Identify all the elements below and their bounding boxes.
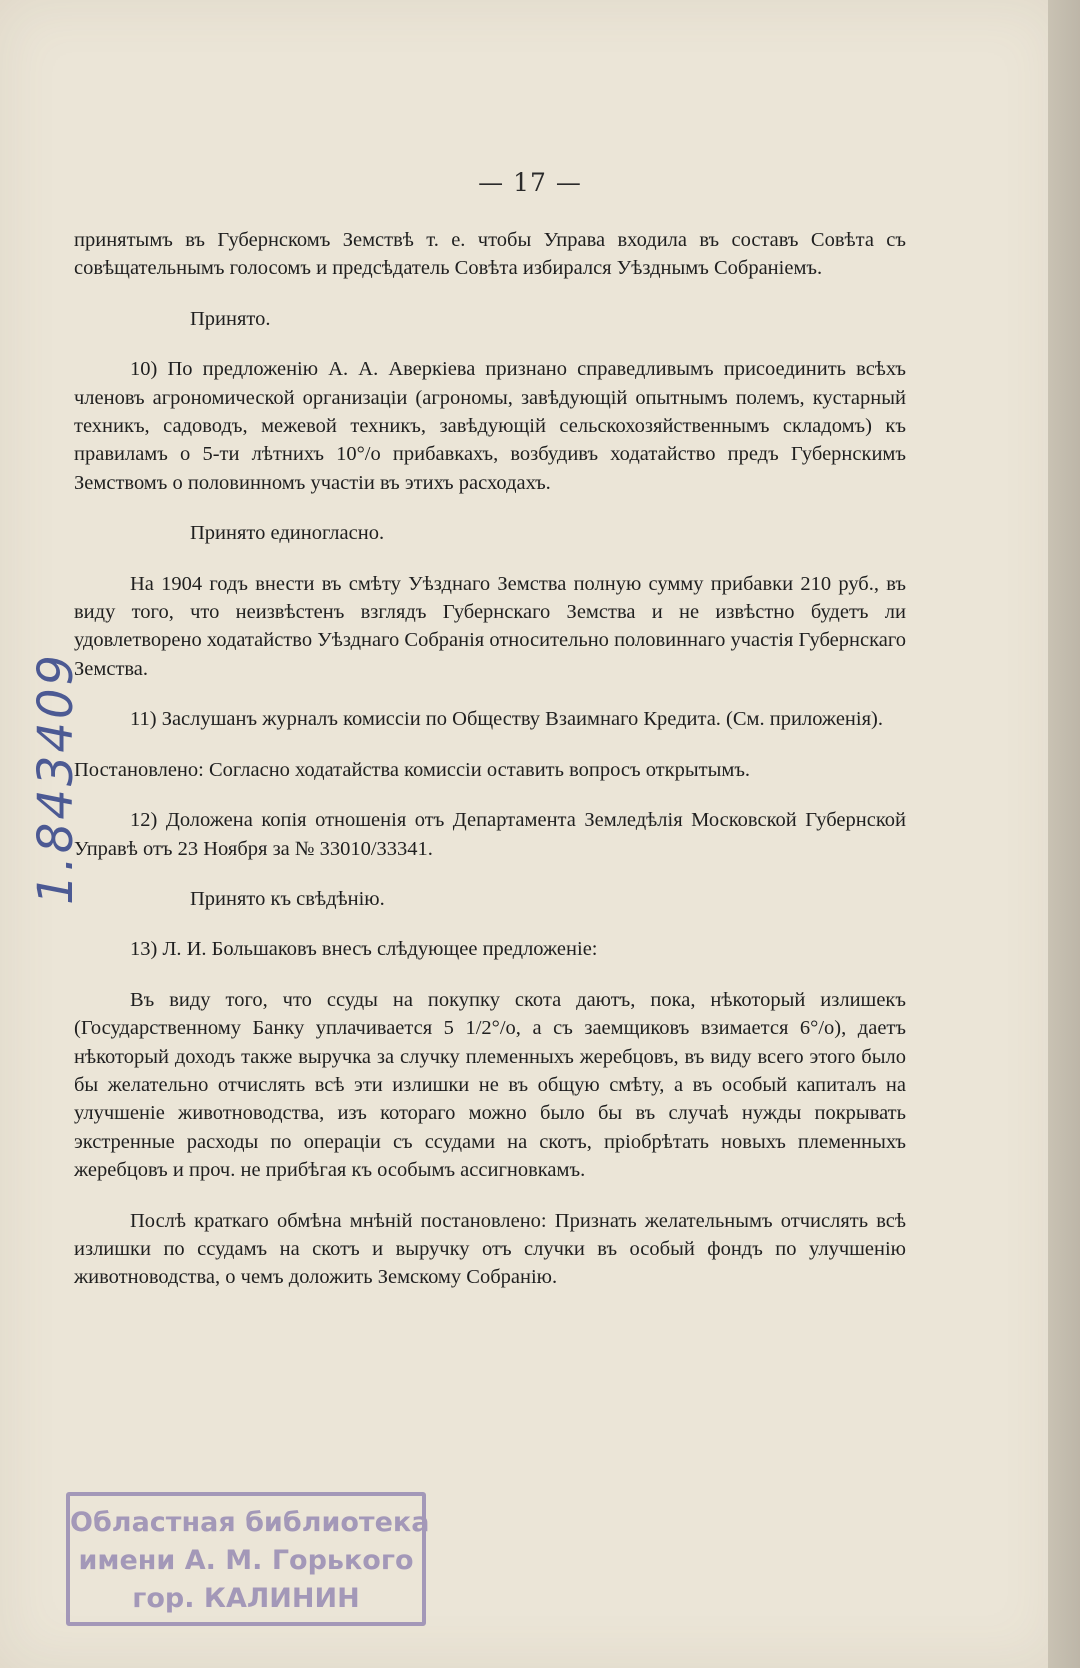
- page-edge: [1048, 0, 1080, 1668]
- library-stamp: [66, 1492, 430, 1626]
- stamp-line-2: имени А. М. Горького: [78, 1545, 414, 1576]
- document-body: [74, 226, 906, 1292]
- resolution-accepted: Принято.: [190, 307, 271, 330]
- paragraph-item-13: 13) Л. И. Большаковъ внесъ слѣдующее предложеніе:: [130, 938, 598, 961]
- stamp-line-3: гор. КАЛИНИН: [132, 1583, 360, 1614]
- paragraph-budget-1904: На 1904 годъ внести въ смѣту Уѣзднаго Земства полную сумму прибавки 210 руб., въ виду того, что неизвѣстенъ взглядъ Губернскаго Земства и не извѣстно будетъ ли удовлетворено ходатайство Уѣзднаго Собранія относительно половиннаго участія Губернскаго Земства.: [74, 572, 906, 680]
- paragraph-item-12: 12) Доложена копія отношенія отъ Департамента Земледѣлія Московской Губернской Управѣ отъ 23 Ноября за № 33010/33341.: [74, 809, 906, 860]
- handwritten-inventory-number: 1.843409: [28, 651, 84, 905]
- resolution-unanimous: Принято единогласно.: [190, 522, 385, 545]
- paragraph-continuation: принятымъ въ Губернскомъ Земствѣ т. е. чтобы Управа входила въ составъ Совѣта съ совѣщательнымъ голосомъ и предсѣдатель Совѣта избирался Уѣзднымъ Собраніемъ.: [74, 229, 906, 280]
- paragraph-final-resolution: Послѣ краткаго обмѣна мнѣній постановлено: Признать желательнымъ отчислять всѣ излишки по ссудамъ на скотъ и выручку отъ случки въ особый фондъ по улучшенію животноводства, о чемъ доложить Земскому Собранію.: [74, 1209, 906, 1289]
- paragraph-resolution-open: Постановлено: Согласно ходатайства комиссіи оставить вопросъ открытымъ.: [74, 758, 751, 781]
- paragraph-proposal: Въ виду того, что ссуды на покупку скота даютъ, пока, нѣкоторый излишекъ (Государственному Банку уплачивается 5 1/2°/о, а съ заемщиковъ взимается 6°/о), даетъ нѣкоторый доходъ также выручка за случку племенныхъ жеребцовъ, въ виду всего этого было бы желательно отчислять всѣ эти излишки не въ общую смѣту, а въ особый капиталъ на улучшеніе животноводства, изъ котораго можно было бы въ случаѣ нужды покрывать экстренные расходы по операціи съ ссудами на скотъ, пріобрѣтать новыхъ племенныхъ жеребцовъ и проч. не прибѣгая къ особымъ ассигновкамъ.: [74, 988, 906, 1182]
- page-number: — 17 —: [478, 168, 582, 197]
- resolution-noted: Принято къ свѣдѣнію.: [190, 887, 385, 910]
- stamp-line-1: Областная библиотека: [70, 1507, 430, 1538]
- paragraph-item-11: 11) Заслушанъ журналъ комиссіи по Обществу Взаимнаго Кредита. (См. приложенія).: [130, 708, 883, 731]
- paragraph-item-10: 10) По предложенію А. А. Аверкіева признано справедливымъ присоединить всѣхъ членовъ агрономической организаціи (агрономы, завѣдующій опытнымъ полемъ, кустарный техникъ, садоводъ, межевой техникъ, завѣдующій сельскохозяйственнымъ складомъ) къ правиламъ о 5-ти лѣтнихъ 10°/о прибавкахъ, возбудивъ ходатайство предъ Губернскимъ Земствомъ о половинномъ участіи въ этихъ расходахъ.: [74, 358, 906, 494]
